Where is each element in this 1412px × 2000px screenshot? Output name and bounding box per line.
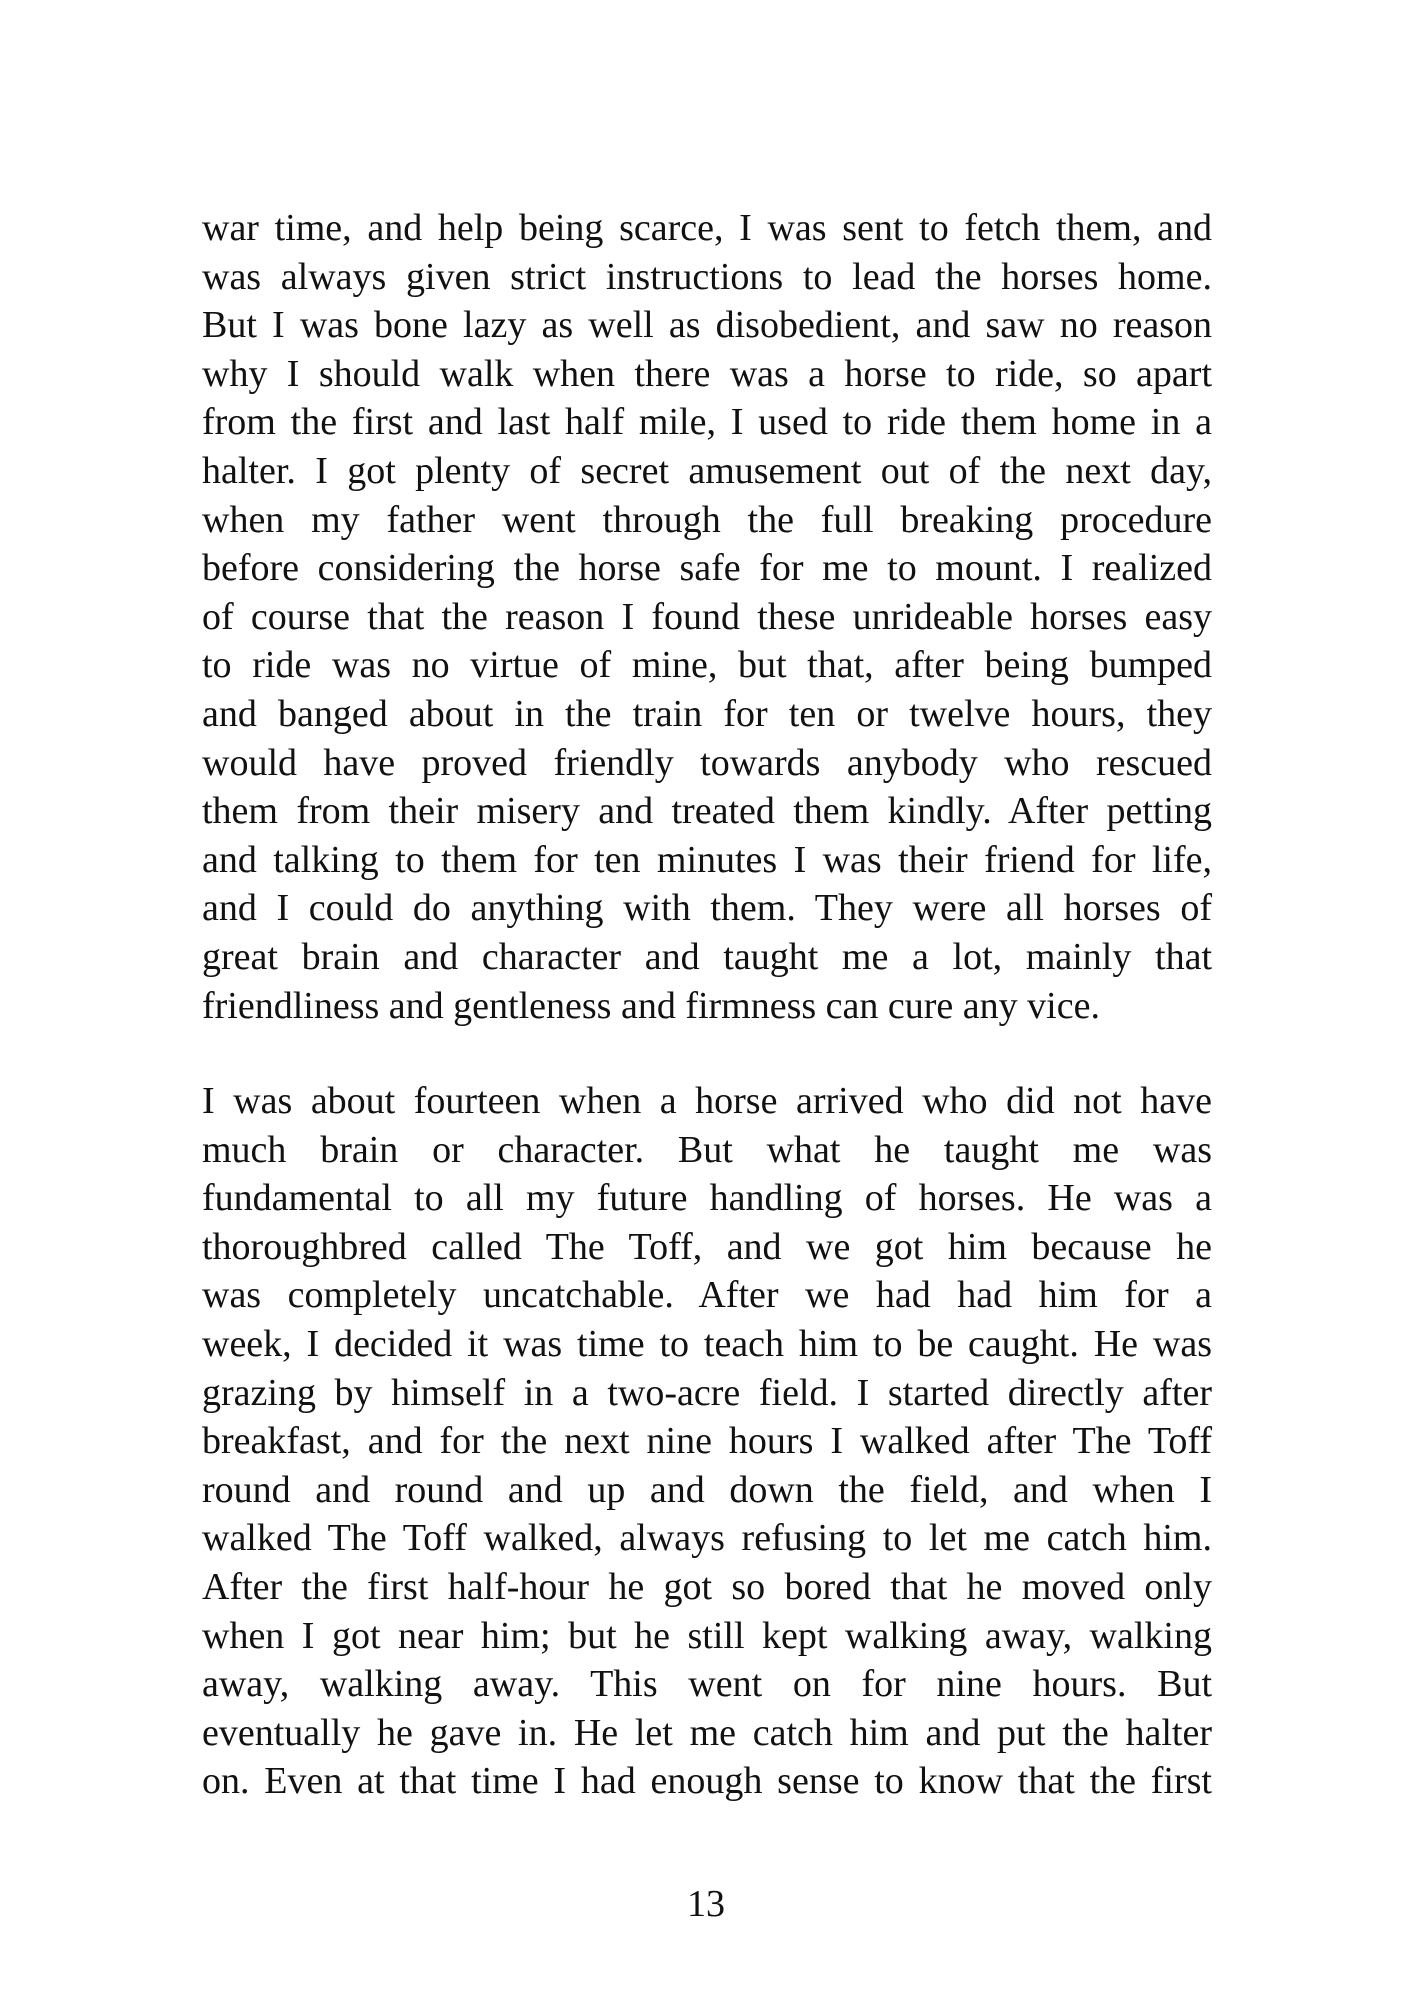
text-line: friendliness and gentleness and firmness can cure any vice. — [202, 984, 1100, 1027]
text-line: why I should walk when there was a horse to ride, so apart — [202, 352, 1212, 395]
text-line: and banged about in the train for ten or twelve hours, they — [202, 692, 1212, 735]
text-line: of course that the reason I found these unrideable horses easy — [202, 595, 1212, 638]
text-line: grazing by himself in a two-acre field. I started directly after — [202, 1371, 1212, 1414]
paragraph-1 — [202, 204, 1212, 1030]
text-line: would have proved friendly towards anybody who rescued — [202, 741, 1212, 784]
text-line: But I was bone lazy as well as disobedient, and saw no reason — [202, 304, 1212, 347]
text-line: thoroughbred called The Toff, and we got him because he — [202, 1225, 1212, 1268]
text-line: away, walking away. This went on for nine hours. But — [202, 1663, 1212, 1706]
text-line: After the first half-hour he got so bored that he moved only — [202, 1565, 1212, 1608]
text-line: was always given strict instructions to lead the horses home. — [202, 255, 1212, 298]
text-line: was completely uncatchable. After we had had him for a — [202, 1274, 1212, 1317]
text-line: much brain or character. But what he taught me was — [202, 1128, 1212, 1171]
text-line: and I could do anything with them. They were all horses of — [202, 887, 1212, 930]
text-line: eventually he gave in. He let me catch him and put the halter — [202, 1711, 1212, 1754]
text-line: and talking to them for ten minutes I was their friend for life, — [202, 838, 1212, 881]
text-line: to ride was no virtue of mine, but that, after being bumped — [202, 644, 1212, 687]
text-line: great brain and character and taught me a lot, mainly that — [202, 935, 1212, 978]
text-line: when my father went through the full breaking procedure — [202, 498, 1212, 541]
text-line: them from their misery and treated them kindly. After petting — [202, 790, 1212, 833]
text-line: I was about fourteen when a horse arrived who did not have — [202, 1080, 1212, 1122]
page-number: 13 — [687, 1883, 725, 1925]
text-line: round and round and up and down the field, and when I — [202, 1468, 1212, 1511]
text-line: walked The Toff walked, always refusing to let me catch him. — [202, 1517, 1212, 1560]
text-line: from the first and last half mile, I used to ride them home in a — [202, 401, 1212, 444]
text-line: fundamental to all my future handling of horses. He was a — [202, 1177, 1212, 1220]
text-line: week, I decided it was time to teach him to be caught. He was — [202, 1322, 1212, 1365]
text-line: when I got near him; but he still kept walking away, walking — [202, 1614, 1212, 1657]
text-line: war time, and help being scarce, I was sent to fetch them, and — [202, 207, 1212, 249]
text-line: halter. I got plenty of secret amusement out of the next day, — [202, 449, 1212, 492]
text-line: before considering the horse safe for me to mount. I realized — [202, 547, 1212, 590]
text-line: breakfast, and for the next nine hours I walked after The Toff — [202, 1420, 1212, 1463]
paragraph-2 — [202, 1077, 1212, 1806]
text-line: on. Even at that time I had enough sense to know that the first — [202, 1760, 1212, 1803]
